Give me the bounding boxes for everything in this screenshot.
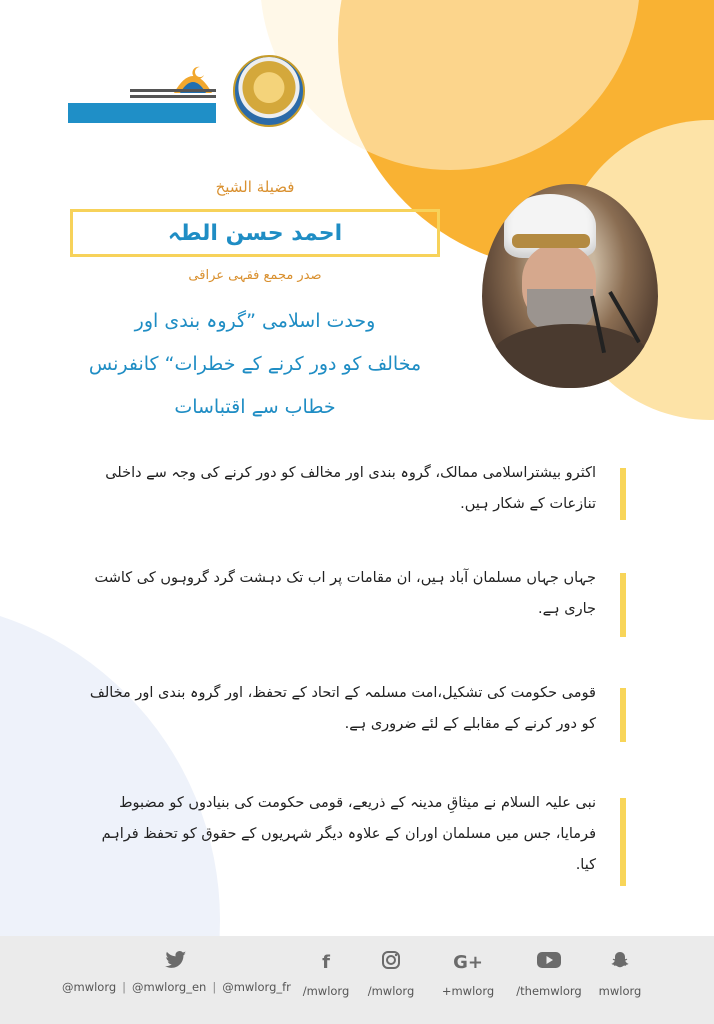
header-logos [68, 55, 318, 130]
conference-logo [68, 55, 216, 125]
youtube-handle: /themwlorg [516, 984, 582, 998]
conference-banner [68, 103, 216, 123]
twitter-icon [126, 950, 226, 976]
quote-bar [620, 688, 626, 742]
turban-band [512, 234, 590, 248]
twitter-handles [62, 980, 291, 994]
quote-item [80, 458, 626, 520]
divider-line [130, 89, 216, 92]
speaker-name: احمد حسن الطہ [70, 209, 440, 257]
speech-title-line: خطاب سے اقتباسات [174, 396, 336, 418]
google-plus-handle: +mwlorg [441, 984, 495, 998]
facebook-icon: f [322, 952, 330, 973]
quote-item [80, 563, 626, 625]
twitter-handle[interactable]: @mwlorg_fr [222, 980, 291, 994]
robe [490, 324, 650, 388]
quote-bar [620, 573, 626, 637]
divider-line [130, 95, 216, 98]
footer [0, 936, 714, 1024]
quote-text: قومی حکومت کی تشکیل،امت مسلمہ کے اتحاد کے تحفظ، اور گروہ بندی اور مخالف کو دور کرنے کے مقابلے کے لئے ضروری ہے. [89, 685, 596, 732]
snapchat-link[interactable] [570, 950, 670, 1010]
snapchat-handle: mwlorg [598, 984, 642, 998]
quote-text: نبی علیہ السلام نے میثاقِ مدینہ کے ذریعے، قومی حکومت کی بنیادوں کو مضبوط فرمایا، جس میں مسلمان اوران کے علاوہ دیگر شہریوں کے حقوق کو تحفظ فراہم کیا. [101, 795, 596, 873]
speech-title [40, 300, 470, 429]
quote-item [80, 788, 626, 881]
quote-text: جہاں جہاں مسلمان آباد ہیں، ان مقامات پر اب تک دہشت گرد گروہوں کی کاشت جاری ہے. [94, 570, 596, 617]
speaker-position: صدر مجمع فقہی عراقی [188, 268, 322, 283]
quote-item [80, 678, 626, 740]
muslim-world-league-logo [233, 55, 305, 127]
speaker-honorific: فضیلة الشیخ [215, 178, 295, 196]
speech-title-line: مخالف کو دور کرنے کے خطرات“ کانفرنس [88, 353, 422, 375]
google-plus-icon: G+ [453, 952, 483, 973]
facebook-handle: /mwlorg [302, 984, 350, 998]
twitter-handle[interactable]: @mwlorg_en [132, 980, 207, 994]
separator: | [122, 980, 127, 994]
quote-bar [620, 798, 626, 886]
separator: | [212, 980, 217, 994]
twitter-handle[interactable]: @mwlorg [62, 980, 117, 994]
instagram-handle: /mwlorg [367, 984, 415, 998]
speech-title-line: وحدت اسلامی ”گروہ بندی اور [134, 310, 376, 332]
snapchat-icon [570, 950, 670, 976]
quote-bar [620, 468, 626, 520]
quote-text: اکثرو بیشتراسلامی ممالک، گروہ بندی اور مخالف کو دور کرنے کی وجہ سے داخلی تنازعات کے شکار ہیں. [105, 465, 596, 512]
